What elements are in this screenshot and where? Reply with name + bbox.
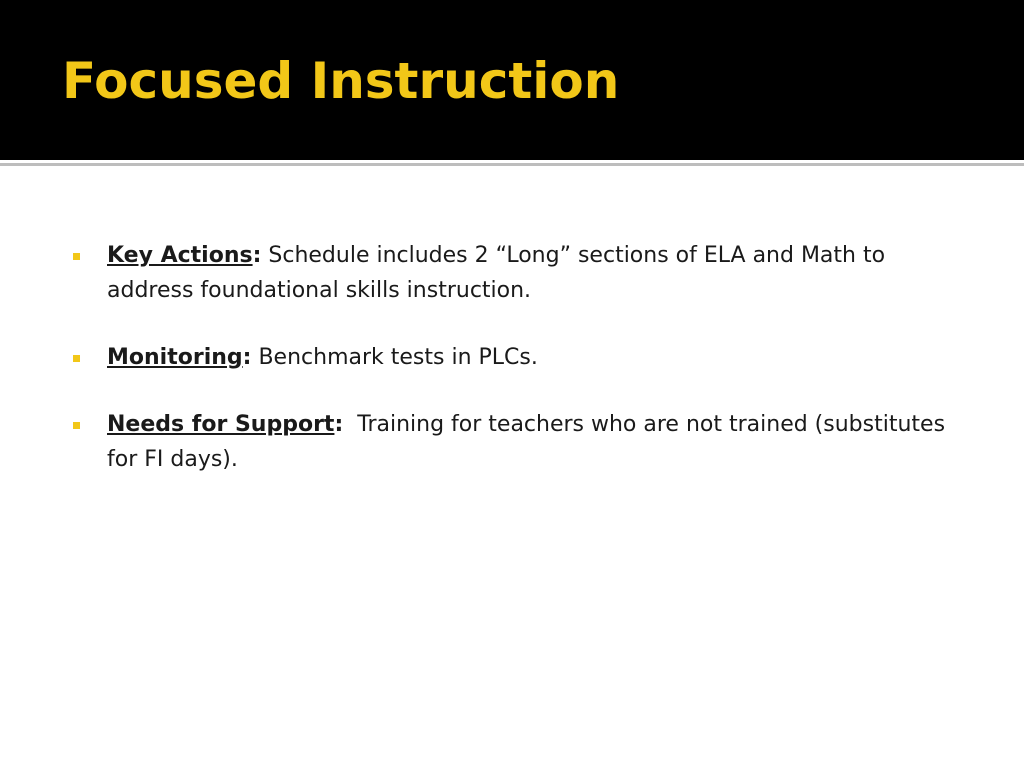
bullet-text: Training for teachers who are not trained (substitutes for FI days). [107,412,953,472]
title-divider [0,163,1024,166]
bullet-colon: : [242,345,252,370]
bullet-item-monitoring [70,340,950,375]
bullet-label: Key Actions [107,243,253,268]
square-bullet-icon [73,253,80,260]
square-bullet-icon [73,422,80,429]
slide-title: Focused Instruction [62,52,620,110]
bullet-list [70,238,953,509]
bullet-item-needs-for-support [70,407,953,477]
bullet-text: Schedule includes 2 “Long” sections of ELA and Math to address foundational skills instruction. [107,243,886,303]
bullet-item-key-actions [70,238,950,308]
bullet-text: Benchmark tests in PLCs. [251,345,538,370]
square-bullet-icon [73,355,80,362]
bullet-colon: : [334,412,344,437]
bullet-colon: : [252,243,262,268]
bullet-label: Monitoring [107,345,243,370]
bullet-label: Needs for Support [107,412,335,437]
title-band [0,0,1024,160]
